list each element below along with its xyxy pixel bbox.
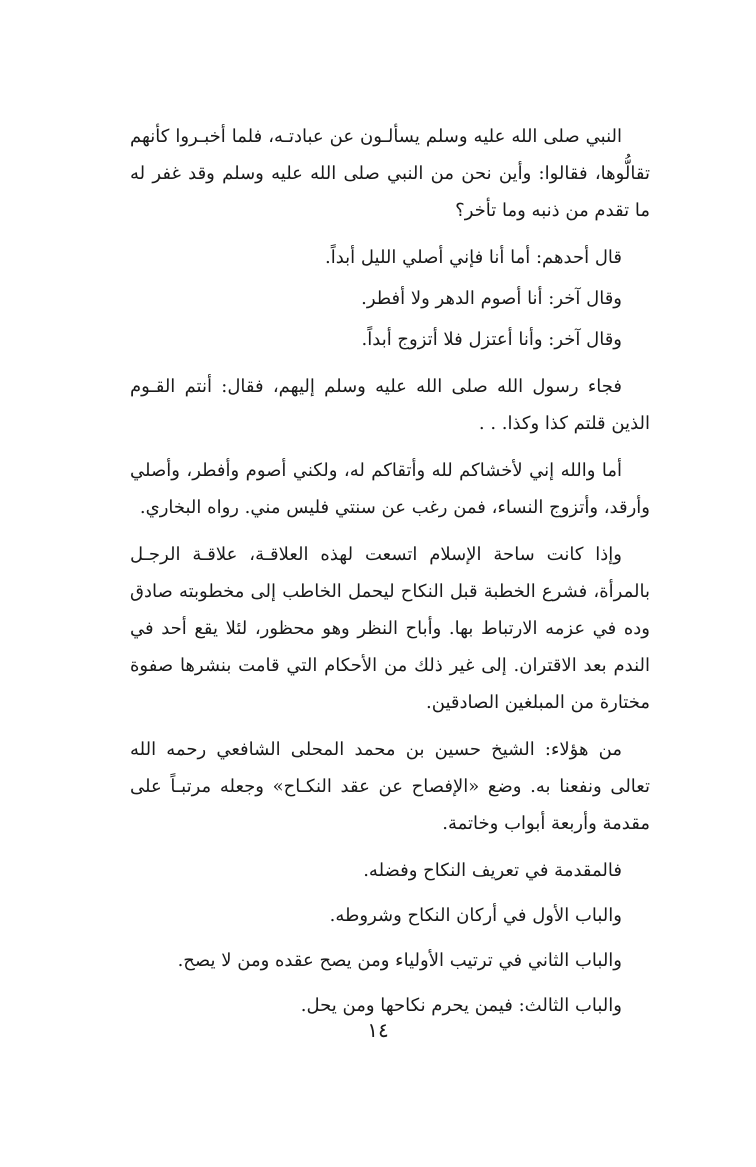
- paragraph-1: النبي صلى الله عليه وسلم يسألـون عن عبادتـه، فلما أخبـروا كأنهم تقالُّوها، فقالوا: وأين نحن من النبي صلى الله عليه وسلم وقد غفر له ما تقدم من ذنبه وما تأخر؟: [130, 126, 650, 221]
- contents-item-introduction: فالمقدمة في تعريف النكاح وفضله.: [363, 860, 622, 881]
- paragraph-3: وقال آخر: أنا أصوم الدهر ولا أفطر.: [361, 288, 622, 309]
- contents-item-chapter-2: والباب الثاني في ترتيب الأولياء ومن يصح عقده ومن لا يصح.: [177, 950, 622, 971]
- paragraph-4: وقال آخر: وأنا أعتزل فلا أتزوج أبداً.: [361, 329, 622, 350]
- contents-item-chapter-3: والباب الثالث: فيمن يحرم نكاحها ومن يحل.: [300, 995, 622, 1016]
- paragraph-2: قال أحدهم: أما أنا فإني أصلي الليل أبداً.: [325, 247, 622, 268]
- contents-item-chapter-1: والباب الأول في أركان النكاح وشروطه.: [329, 905, 622, 926]
- paragraph-8: من هؤلاء: الشيخ حسين بن محمد المحلى الشافعي رحمه الله تعالى ونفعنا به. وضع «الإفصاح عن عقد النكـاح» وجعله مرتبـاً على مقدمة وأربعة أبواب وخاتمة.: [130, 739, 650, 834]
- page-number: ١٤: [367, 1018, 389, 1042]
- paragraph-5: فجاء رسول الله صلى الله عليه وسلم إليهم، فقال: أنتم القـوم الذين قلتم كذا وكذا. . .: [130, 376, 650, 434]
- paragraph-6: أما والله إني لأخشاكم لله وأتقاكم له، ولكني أصوم وأفطر، وأصلي وأرقد، وأتزوج النساء، فمن رغب عن سنتي فليس مني. رواه البخاري.: [130, 460, 650, 518]
- contents-list: [130, 852, 650, 1024]
- page-body: [130, 118, 650, 1032]
- paragraph-7: وإذا كانت ساحة الإسلام اتسعت لهذه العلاقـة، علاقـة الرجـل بالمرأة، فشرع الخطبة قبل النكاح ليحمل الخاطب إلى مخطوبته صادق وده في عزمه الارتباط بها. وأباح النظر وهو محظور، لئلا يقع أحد في الندم بعد الاقتران. إلى غير ذلك من الأحكام التي قامت بنشرها صفوة مختارة من المبلغين الصادقين.: [130, 544, 650, 713]
